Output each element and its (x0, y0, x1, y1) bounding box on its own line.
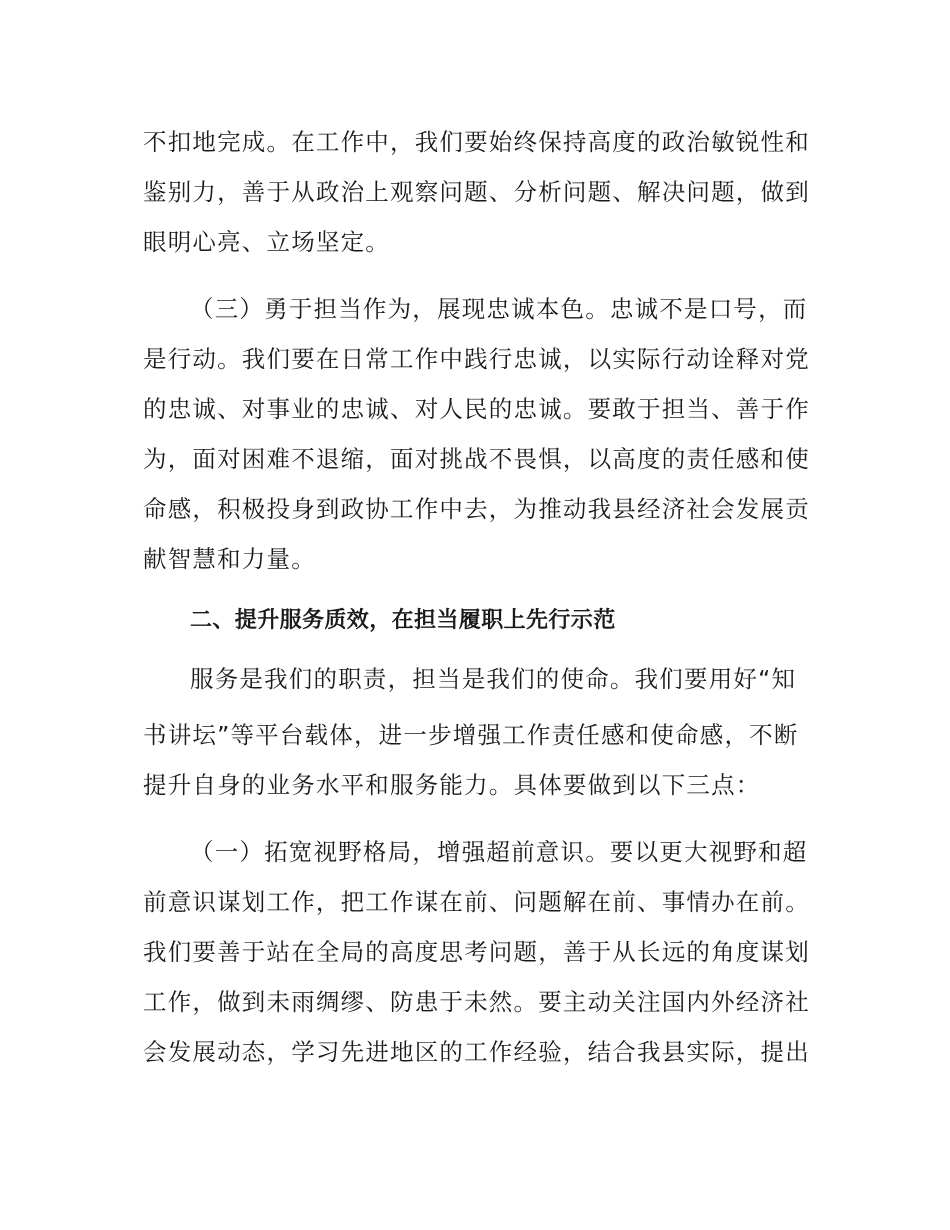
text-line: 提升自身的业务水平和服务能力。具体要做到以下三点： (143, 771, 761, 799)
text-line: 鉴别力，善于从政治上观察问题、分析问题、解决问题，做到 (143, 178, 810, 206)
text-line: 是行动。我们要在日常工作中践行忠诚，以实际行动诠释对党 (143, 345, 810, 373)
text-line: 的忠诚、对事业的忠诚、对人民的忠诚。要敢于担当、善于作 (143, 395, 810, 423)
text-line: 工作，做到未雨绸缪、防患于未然。要主动关注国内外经济社 (143, 988, 810, 1016)
text-line: （一）拓宽视野格局，增强超前意识。要以更大视野和超 (190, 838, 808, 866)
text-line: 为，面对困难不退缩，面对挑战不畏惧，以高度的责任感和使 (143, 445, 810, 473)
text-line: （三）勇于担当作为，展现忠诚本色。忠诚不是口号，而 (190, 295, 808, 323)
text-line: 不扣地完成。在工作中，我们要始终保持高度的政治敏锐性和 (143, 128, 810, 156)
section-heading: 二、提升服务质效，在担当履职上先行示范 (190, 608, 616, 633)
text-line: 我们要善于站在全局的高度思考问题，善于从长远的角度谋划 (143, 938, 810, 966)
text-line: 命感，积极投身到政协工作中去，为推动我县经济社会发展贡 (143, 495, 810, 523)
text-line: 献智慧和力量。 (143, 545, 316, 573)
text-line: 服务是我们的职责，担当是我们的使命。我们要用好“知 (190, 665, 797, 693)
text-line: 眼明心亮、立场坚定。 (143, 228, 390, 256)
text-line: 书讲坛”等平台载体，进一步增强工作责任感和使命感，不断 (143, 721, 799, 749)
text-line: 前意识谋划工作，把工作谋在前、问题解在前、事情办在前。 (143, 888, 810, 916)
text-line: 会发展动态，学习先进地区的工作经验，结合我县实际，提出 (143, 1038, 810, 1066)
